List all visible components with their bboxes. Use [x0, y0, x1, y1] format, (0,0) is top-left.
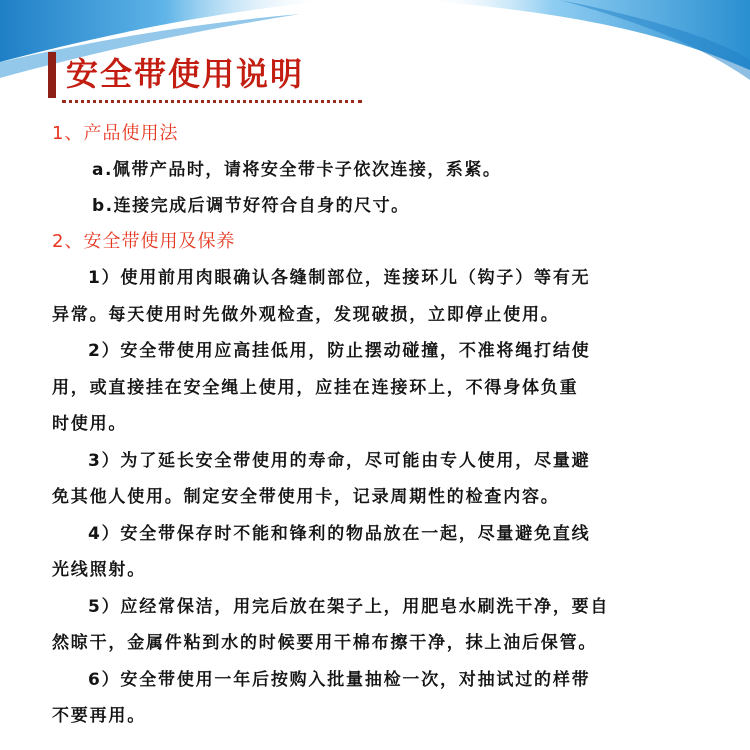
section-heading: 2、安全带使用及保养	[52, 231, 236, 252]
paragraph-line: 然晾干，金属件粘到水的时候要用干棉布擦干净，抹上油后保管。	[52, 633, 598, 653]
maintenance-item-3	[52, 443, 722, 516]
paragraph-line: 免其他人使用。制定安全带使用卡，记录周期性的检查内容。	[52, 487, 560, 507]
page-title: 安全带使用说明	[66, 55, 305, 93]
maintenance-item-4	[52, 516, 722, 589]
paragraph-line: 不要再用。	[52, 706, 146, 726]
paragraph-line: 用，或直接挂在安全绳上使用，应挂在连接环上，不得身体负重	[52, 377, 579, 398]
paragraph-line: 6）安全带使用一年后按购入批量抽检一次，对抽试过的样带	[88, 669, 591, 690]
paragraph-line: 1）使用前用肉眼确认各缝制部位，连接环儿（钩子）等有无	[88, 268, 591, 288]
maintenance-item-2	[52, 333, 722, 443]
section-product-usage	[52, 116, 722, 224]
paragraph-line: 5）应经常保洁，用完后放在架子上，用肥皂水刷洗干净，要自	[88, 596, 610, 617]
title-underline	[62, 100, 362, 103]
usage-step-b: b.连接完成后调节好符合自身的尺寸。	[92, 196, 410, 216]
paragraph-line: 异常。每天使用时先做外观检查，发现破损，立即停止使用。	[52, 304, 560, 325]
paragraph-line: 2）安全带使用应高挂低用，防止摆动碰撞，不准将绳打结使	[88, 341, 591, 361]
paragraph-line: 光线照射。	[52, 560, 146, 580]
maintenance-item-5	[52, 589, 722, 662]
title-accent-bar	[48, 52, 56, 98]
paragraph-line: 3）为了延长安全带使用的寿命，尽可能由专人使用，尽量避	[88, 450, 591, 471]
paragraph-line: 4）安全带保存时不能和锋利的物品放在一起，尽量避免直线	[88, 523, 591, 544]
instructions-content	[52, 116, 722, 735]
paragraph-line: 时使用。	[52, 414, 128, 434]
maintenance-item-1	[52, 260, 722, 333]
maintenance-item-6	[52, 662, 722, 735]
section-heading: 1、产品使用法	[52, 123, 179, 144]
usage-step-a: a.佩带产品时，请将安全带卡子依次连接，系紧。	[92, 160, 502, 180]
section-usage-and-maintenance	[52, 224, 722, 735]
